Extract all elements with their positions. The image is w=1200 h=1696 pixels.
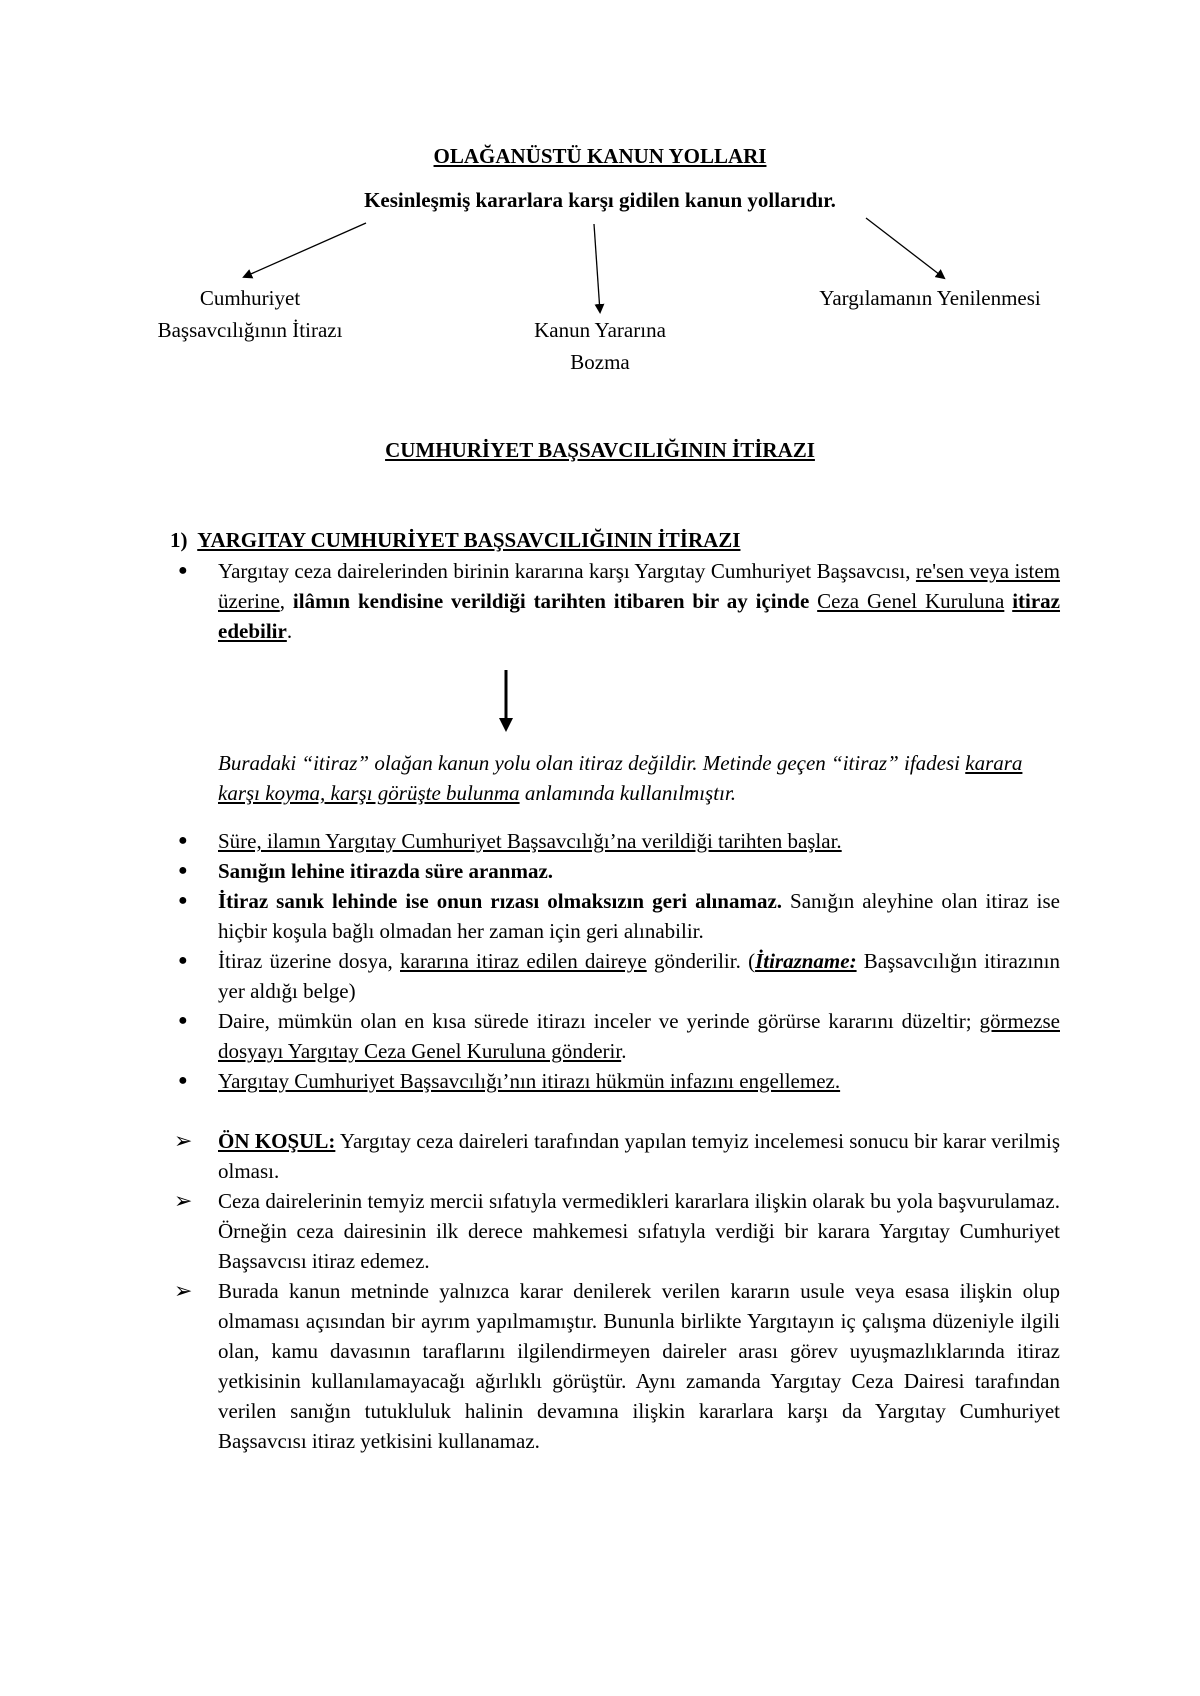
bullet-dot-icon: ● <box>178 952 188 969</box>
arrow-middle <box>594 224 600 312</box>
arrowhead-bullet-icon: ➢ <box>174 1128 193 1153</box>
arrowhead-bullet-icon: ➢ <box>174 1188 193 1213</box>
branch-left-line1: Cumhuriyet <box>199 286 301 310</box>
bullet-item: Yargıtay Cumhuriyet Başsavcılığı’nın itirazı hükmün infazını engellemez. <box>218 1069 841 1093</box>
bullet-dot-icon: ● <box>178 562 188 579</box>
branch-right-line1: Yargılamanın Yenilenmesi <box>819 286 1041 310</box>
branch-middle-line1: Kanun Yararına <box>534 318 666 342</box>
branch-middle <box>470 314 730 378</box>
section-title: CUMHURİYET BAŞSAVCILIĞININ İTİRAZI <box>385 438 815 462</box>
branch-right <box>770 282 1090 314</box>
bullet-item: Sanığın lehine itirazda süre aranmaz. <box>218 859 554 883</box>
bullet-dot-icon: ● <box>178 832 188 849</box>
branch-left <box>120 282 380 346</box>
down-arrow-icon <box>496 670 516 732</box>
bullet-item: Süre, ilamın Yargıtay Cumhuriyet Başsavcılığı’na verildiği tarihten başlar. <box>218 829 842 853</box>
arrow-item: ÖN KOŞUL: Yargıtay ceza daireleri tarafından yapılan temyiz incelemesi sonucu bir karar verilmiş olması. <box>218 1129 1060 1183</box>
document-subtitle: Kesinleşmiş kararlara karşı gidilen kanun yollarıdır. <box>364 188 836 212</box>
bullet-item: İtiraz sanık lehinde ise onun rızası olmaksızın geri alınamaz. Sanığın aleyhine olan itiraz ise hiçbir koşula bağlı olmadan her zaman için geri alınabilir. <box>218 889 1061 943</box>
arrow-item: Burada kanun metninde yalnızca karar denilerek verilen kararın usule veya esasa ilişkin olup olmaması açısından bir ayrım yapılmamıştır. Bununla birlikte Yargıtayın iç çalışma düzeniyle ilgili olan, kamu davasının taraflarını ilgilendirmeyen daireler arası görev uyuşmazlıklarında itiraz yetkisinin kullanılamayacağı ağırlıklı görüştür. Aynı zamanda Yargıtay Ceza Dairesi tarafından verilen sanığın tutukluluk halinin devamına ilişkin kararlara karşı da Yargıtay Cumhuriyet Başsavcısı itiraz yetkisini kullanamaz. <box>218 1279 1060 1453</box>
heading-text: YARGITAY CUMHURİYET BAŞSAVCILIĞININ İTİRAZI <box>197 528 741 552</box>
explanation-note: Buradaki “itiraz” olağan kanun yolu olan itiraz değildir. Metinde geçen “itiraz” ifadesi karara karşı koyma, karşı görüşte bulunma anlamında kullanılmıştır. <box>218 751 1023 805</box>
numbered-heading <box>170 528 740 553</box>
arrow-right <box>866 218 944 278</box>
branch-middle-line2: Bozma <box>570 350 630 374</box>
arrow-item: Ceza dairelerinin temyiz mercii sıfatıyla vermedikleri kararlara ilişkin olarak bu yola başvurulamaz. Örneğin ceza dairesinin ilk derece mahkemesi sıfatıyla verdiği bir karara Yargıtay Cumhuriyet Başsavcısı itiraz edemez. <box>218 1189 1060 1273</box>
precondition-label: ÖN KOŞUL: <box>218 1129 336 1153</box>
arrow-left <box>244 223 366 277</box>
arrowhead-bullet-icon: ➢ <box>174 1278 193 1303</box>
bullet-dot-icon: ● <box>178 892 188 909</box>
bullet-dot-icon: ● <box>178 1072 188 1089</box>
can-object-phrase: itiraz edebilir <box>218 589 1061 643</box>
heading-number: 1) <box>170 528 188 552</box>
resen-phrase: re'sen veya istem üzerine <box>218 559 1061 613</box>
general-assembly-phrase: Ceza Genel Kuruluna <box>817 589 1005 613</box>
branch-left-line2: Başsavcılığının İtirazı <box>157 318 343 342</box>
first-bullet-paragraph: Yargıtay ceza dairelerinden birinin kararına karşı Yargıtay Cumhuriyet Başsavcısı, re'sen veya istem üzerine, ilâmın kendisine verildiği tarihten itibaren bir ay içinde Ceza Genel Kuruluna itiraz edebilir. <box>218 559 1061 643</box>
bullet-item: Daire, mümkün olan en kısa sürede itirazı inceler ve yerinde görürse kararını düzeltir; görmezse dosyayı Yargıtay Ceza Genel Kuruluna gönderir. <box>218 1009 1060 1063</box>
bullet-dot-icon: ● <box>178 862 188 879</box>
bullet-dot-icon: ● <box>178 1012 188 1029</box>
document-title: OLAĞANÜSTÜ KANUN YOLLARI <box>433 144 767 168</box>
note-underlined-phrase: karara karşı koyma, karşı görüşte bulunma <box>218 751 1023 805</box>
bullet-item: İtiraz üzerine dosya, kararına itiraz edilen daireye gönderilir. (İtirazname: Başsavcılığın itirazının yer aldığı belge) <box>218 949 1060 1003</box>
time-limit-phrase: ilâmın kendisine verildiği tarihten itibaren bir ay içinde <box>292 589 810 613</box>
